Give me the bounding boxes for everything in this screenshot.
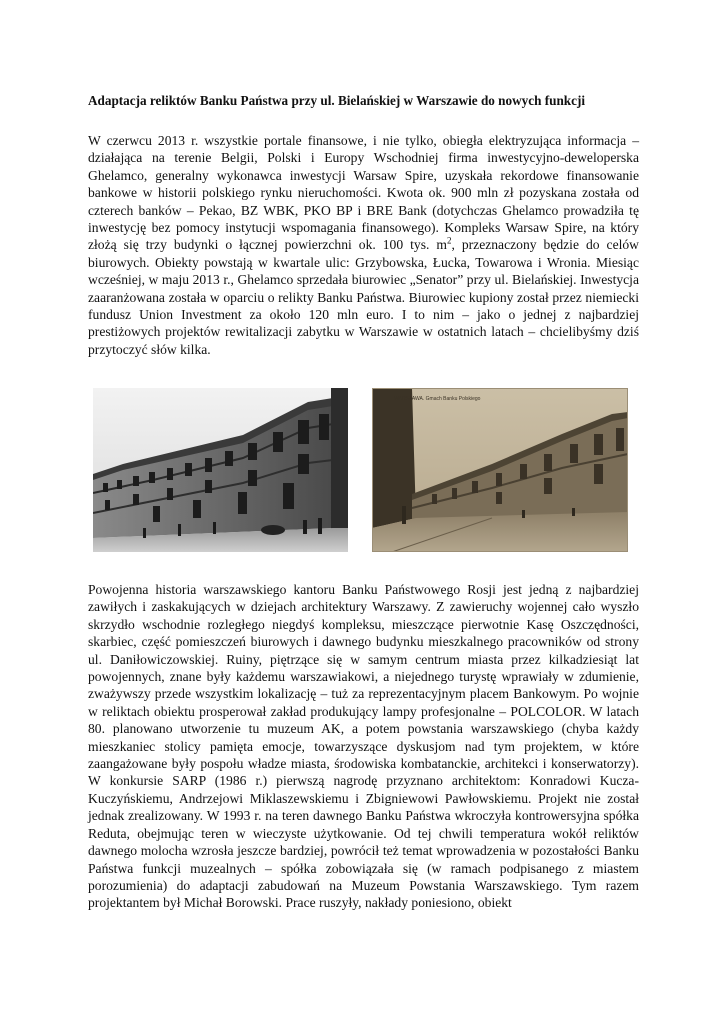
paragraph-intro-text-a: W czerwcu 2013 r. wszystkie portale finansowe, i nie tylko, obiegła elektryzująca informacja – działająca na terenie Belgii, Polski i Europy Wschodniej firma inwestycyjno-deweloperska Ghelamco, generalny wykonawca inwestycji Warsaw Spire, uzyskała rekordowe finansowanie bankowe w historii polskiego rynku nieruchomości. Kwota ok. 900 mln zł pozyskana została od czterech banków – Pekao, BZ WBK, PKO BP i BRE Bank (dotychczas Ghelamco prowadziła tę inwestycję bez pomocy instytucji wspomagania finansowego). Kompleks Warsaw Spire, na który złożą się trzy budynki o łącznej powierzchni ok. 100 tys. m: [88, 133, 639, 253]
historic-photo-bank-street-view: [93, 388, 348, 552]
postcard-sign-text: WARSZAWA. Gmach Banku Polskiego: [394, 396, 481, 402]
paragraph-history: Powojenna historia warszawskiego kantoru Banku Państwowego Rosji jest jedną z najbardziej zawiłych i zaskakujących w dziejach architektury Warszawy. Z zawieruchy wojennej cało wyszło skrzydło wschodnie rozległego niegdyś kompleksu, mieszczące pierwotnie Kasę Oszczędności, skarbiec, część pomieszczeń biurowych i dawnego budynku mieszkalnego pracowników od strony ul. Daniłowiczowskiej. Ruiny, piętrzące się w samym centrum miasta przez kilkadziesiąt lat powojennych, znane były każdemu warszawiakowi, a niejednego turystę wprawiały w zdumienie, zważywszy przede wszystkim lokalizację – tuż za reprezentacyjnym placem Bankowym. Po wojnie w reliktach obiektu prosperował zakład produkujący lampy profesjonalne – POLCOLOR. W latach 80. planowano utworzenie tu muzeum AK, a potem powstania warszawskiego (chyba każdy mieszkaniec stolicy pamięta emocje, towarzyszące dyskusjom nad tym projektem, w które zaangażowane były pospołu władze miasta, środowiska kombatanckie, architekci i konserwatorzy). W konkursie SARP (1986 r.) pierwszą nagrodę przyznano architektom: Konradowi Kucza-Kuczyńskiemu, Andrzejowi Miklaszewskiemu i Zbigniewowi Pawłowskiemu. Projekt nie został jednak zrealizowany. W 1993 r. na teren dawnego Banku Państwa wkroczyła kontrowersyjna spółka Reduta, obejmując teren w wieczyste użytkowanie. Od tej chwili temperatura wokół reliktów dawnego molocha wzrosła jeszcze bardziej, powrócił też temat wprowadzenia w pozostałości Banku Państwa funkcji muzealnych – spółka zobowiązała się (w ramach podpisanego z miastem porozumienia) do adaptacji zabudowań na Muzeum Powstania Warszawskiego. Tym razem projektantem był Michał Borowski. Prace ruszyły, nakłady poniesiono, obiekt: [88, 582, 639, 911]
paragraph-intro-text-b: , przeznaczony będzie do celów biurowych. Obiekty powstają w kwartale ulic: Grzybowska, Łucka, Towarowa i Wronia. Miesiąc wcześniej, w maju 2013 r., Ghelamco sprzedała biurowiec „Senator” przy ul. Bielańskiej. Inwestycja zaaranżowana została w oparciu o relikty Banku Państwa. Biurowiec kupiony został przez niemiecki fundusz Union Investment za około 120 mln euro. I to nim – jako o jednej z najbardziej prestiżowych projektów rewitalizacji zabytku w Warszawie w ostatnich latach – chcielibyśmy dziś przytoczyć słów kilka.: [88, 237, 640, 357]
historic-postcard-bank-building: [372, 388, 628, 552]
paragraph-intro: [88, 132, 639, 358]
superscript-two: 2: [446, 235, 452, 246]
document-title: Adaptacja reliktów Banku Państwa przy ul. Bielańskiej w Warszawie do nowych funkcji: [88, 93, 586, 108]
